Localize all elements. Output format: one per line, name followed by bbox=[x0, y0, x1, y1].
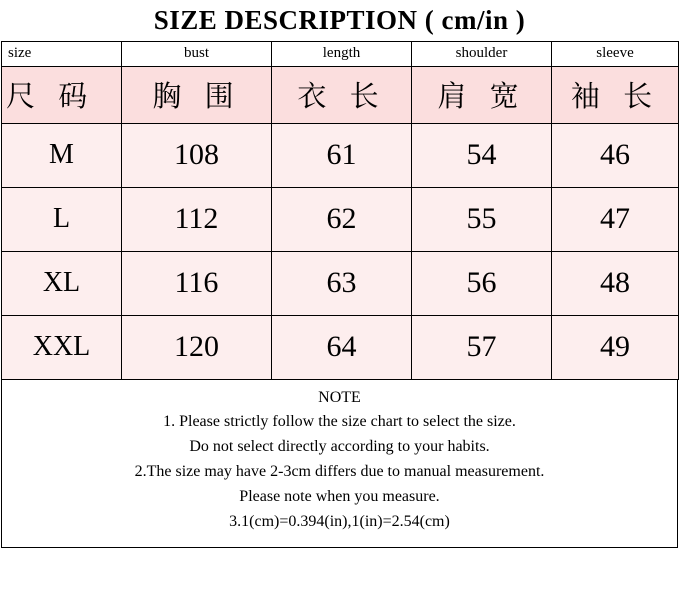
cell-size: XL bbox=[2, 251, 122, 315]
cell-bust: 112 bbox=[122, 187, 272, 251]
cell-size: L bbox=[2, 187, 122, 251]
header-cn-bust: 胸 围 bbox=[122, 66, 272, 123]
header-cn-length: 衣 长 bbox=[272, 66, 412, 123]
table-row bbox=[2, 315, 679, 379]
header-en-sleeve: sleeve bbox=[552, 41, 679, 66]
header-en-bust: bust bbox=[122, 41, 272, 66]
table-header-english bbox=[2, 41, 679, 66]
cell-size: XXL bbox=[2, 315, 122, 379]
header-en-shoulder: shoulder bbox=[412, 41, 552, 66]
cell-shoulder: 54 bbox=[412, 123, 552, 187]
cell-bust: 120 bbox=[122, 315, 272, 379]
page-title: SIZE DESCRIPTION ( cm/in ) bbox=[153, 5, 526, 35]
note-line-2: Do not select directly according to your habits. bbox=[189, 438, 490, 456]
header-cn-sleeve: 袖 长 bbox=[552, 66, 679, 123]
note-line-3: 2.The size may have 2-3cm differs due to manual measurement. bbox=[134, 463, 545, 481]
header-cn-shoulder: 肩 宽 bbox=[412, 66, 552, 123]
cell-length: 63 bbox=[272, 251, 412, 315]
cell-sleeve: 49 bbox=[552, 315, 679, 379]
header-cn-size: 尺 码 bbox=[2, 66, 122, 123]
cell-bust: 116 bbox=[122, 251, 272, 315]
cell-length: 62 bbox=[272, 187, 412, 251]
note-line-4: Please note when you measure. bbox=[239, 487, 440, 505]
cell-length: 64 bbox=[272, 315, 412, 379]
table-row bbox=[2, 251, 679, 315]
cell-sleeve: 47 bbox=[552, 187, 679, 251]
cell-size: M bbox=[2, 123, 122, 187]
cell-shoulder: 55 bbox=[412, 187, 552, 251]
table-header-chinese bbox=[2, 66, 679, 123]
table-row bbox=[2, 123, 679, 187]
cell-sleeve: 48 bbox=[552, 251, 679, 315]
cell-sleeve: 46 bbox=[552, 123, 679, 187]
cell-shoulder: 57 bbox=[412, 315, 552, 379]
note-line-5: 3.1(cm)=0.394(in),1(in)=2.54(cm) bbox=[229, 512, 450, 530]
cell-shoulder: 56 bbox=[412, 251, 552, 315]
cell-bust: 108 bbox=[122, 123, 272, 187]
note-title: NOTE bbox=[318, 388, 361, 406]
header-en-length: length bbox=[272, 41, 412, 66]
table-row bbox=[2, 187, 679, 251]
size-table bbox=[1, 41, 679, 380]
note-box bbox=[1, 380, 678, 548]
cell-length: 61 bbox=[272, 123, 412, 187]
note-line-1: 1. Please strictly follow the size chart to select the size. bbox=[163, 413, 516, 431]
header-en-size: size bbox=[2, 41, 122, 66]
